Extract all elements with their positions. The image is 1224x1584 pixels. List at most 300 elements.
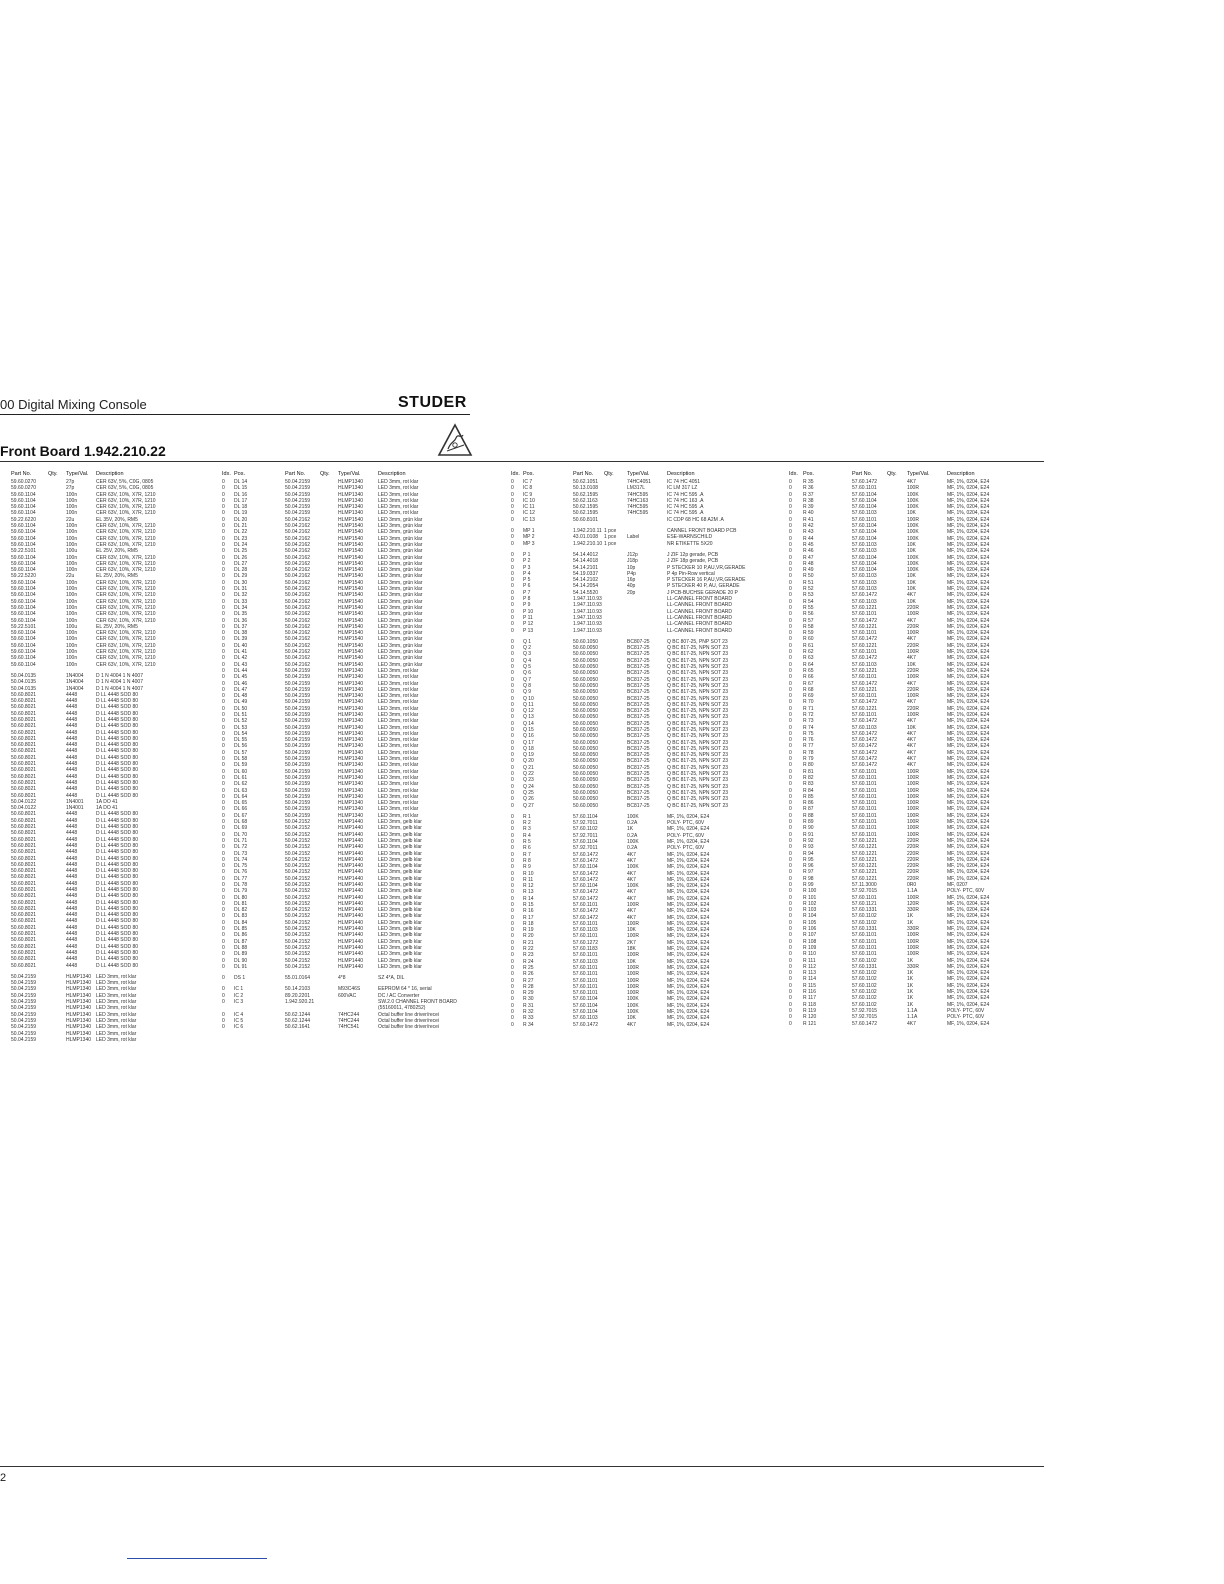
cell-idx: 0 — [222, 800, 225, 807]
cell-pos: DL 28 — [234, 567, 248, 574]
cell-pos: R 5 — [523, 839, 531, 846]
cell-description: D LL 4448 SOD 80 — [96, 817, 139, 824]
cell-type-val: HLMP1340 — [338, 693, 364, 700]
cell-pos: P 13 — [523, 627, 534, 634]
cell-part-no: 50.62.1595 — [573, 504, 599, 511]
cell-description: D LL 4448 SOD 80 — [96, 868, 139, 875]
cell-idx: 0 — [222, 812, 225, 819]
cell-idx: 0 — [222, 951, 225, 958]
cell-part-no: 57.60.1101 — [573, 933, 598, 940]
cell-description: D LL 4448 SOD 80 — [96, 779, 139, 786]
cell-part-no: 50.04.0122 — [11, 798, 37, 805]
cell-description: LED 3mm, grün klar — [378, 560, 423, 567]
cell-description: MF, 1%, 0204, E24 — [947, 636, 990, 643]
cell-pos: DL 54 — [234, 730, 248, 737]
cell-part-no: 59.60.1104 — [11, 491, 36, 498]
cell-part-no: 57.60.1101 — [852, 485, 877, 492]
cell-description: LED 3mm, rot klar — [378, 667, 419, 674]
cell-idx: 0 — [789, 756, 792, 763]
cell-type-val: BC817-25 — [627, 657, 650, 664]
cell-part-no: 57.92.7011 — [573, 832, 598, 839]
cell-description: J ZIF 18p gerade, PCB — [667, 558, 719, 565]
cell-part-no: 50.04.2162 — [285, 611, 311, 618]
cell-idx: 0 — [789, 718, 792, 725]
cell-idx: 0 — [222, 900, 225, 907]
cell-pos: DL 42 — [234, 655, 248, 662]
cell-pos: Q 21 — [523, 764, 534, 771]
cell-part-no: 50.04.2159 — [11, 1036, 37, 1043]
cell-idx: 0 — [789, 938, 792, 945]
cell-description: P STECKER 16 P,AU,VR,GERADE — [667, 577, 746, 584]
cell-description: Q BC 817-25, NPN SOT 23 — [667, 771, 729, 778]
cell-type-val: 1N4001 — [66, 805, 84, 812]
cell-part-no: 50.60.1050 — [573, 638, 599, 645]
cell-idx: 0 — [511, 745, 514, 752]
cell-description: LED 3mm, gelb klar — [378, 913, 422, 920]
cell-description: D LL 4448 SOD 80 — [96, 729, 139, 736]
cell-type-val: 1K — [907, 976, 914, 983]
cell-type-val: 330R — [907, 963, 919, 970]
cell-idx: 0 — [789, 535, 792, 542]
cell-part-no: 50.60.8021 — [11, 773, 37, 780]
cell-type-val: 220R — [907, 863, 919, 870]
cell-idx: 0 — [789, 932, 792, 939]
cell-pos: R 47 — [803, 554, 814, 561]
cell-part-no: 50.04.2162 — [285, 529, 311, 536]
cell-idx: 0 — [222, 1024, 225, 1031]
cell-idx: 0 — [789, 510, 792, 517]
cell-idx: 0 — [789, 781, 792, 788]
cell-pos: R 37 — [803, 491, 814, 498]
cell-idx: 0 — [511, 764, 514, 771]
cell-type-val: 4448 — [66, 962, 78, 969]
cell-part-no: 50.13.0108 — [573, 485, 599, 492]
cell-idx: 0 — [511, 964, 514, 971]
cell-part-no: 57.60.1101 — [852, 774, 877, 781]
cell-part-no: 50.04.0135 — [11, 685, 37, 692]
cell-idx: 0 — [789, 831, 792, 838]
cell-idx: 0 — [789, 667, 792, 674]
cell-description: MF, 1%, 0204, E24 — [947, 869, 990, 876]
cell-pos: DL 34 — [234, 604, 248, 611]
cell-description: LL-CANNEL FRONT BOARD — [667, 602, 733, 609]
cell-idx: 0 — [789, 529, 792, 536]
cell-pos: DL 76 — [234, 869, 248, 876]
cell-pos: R 76 — [803, 737, 814, 744]
cell-pos: P 2 — [523, 558, 531, 565]
cell-idx: 0 — [511, 558, 514, 565]
cell-pos: R 34 — [523, 1021, 534, 1028]
cell-pos: IC 8 — [523, 485, 533, 492]
cell-description: LED 3mm, gelb klar — [378, 882, 422, 888]
cell-type-val: HLMP1340 — [338, 806, 364, 813]
cell-pos: R 71 — [803, 705, 814, 712]
cell-pos: DL 30 — [234, 579, 248, 586]
cell-pos: DL 29 — [234, 573, 248, 580]
cell-idx: 0 — [222, 957, 225, 964]
cell-idx: 0 — [222, 686, 225, 693]
cell-type-val: HLMP1340 — [338, 749, 364, 756]
cell-idx: 0 — [789, 995, 792, 1002]
cell-type-val: 4448 — [66, 855, 78, 862]
cell-pos: P 5 — [523, 577, 531, 584]
cell-description: MF, 1%, 0204, E24 — [947, 693, 990, 700]
cell-pos: DL 51 — [234, 711, 248, 718]
cell-type-val: 220R — [907, 856, 919, 863]
cell-type-val: 4448 — [66, 887, 78, 893]
cell-description: CER 63V, 10%, X7R, 1210 — [96, 510, 156, 517]
cell-description: LED 3mm, gelb klar — [378, 932, 422, 939]
cell-description: P 4p Pin-Row vertical — [667, 570, 715, 577]
cell-pos: DL 86 — [234, 932, 248, 939]
cell-part-no: 57.60.1104 — [852, 567, 877, 574]
cell-pos: DL 37 — [234, 623, 248, 630]
cell-pos: Q 7 — [523, 676, 532, 683]
cell-pos: DL 91 — [234, 963, 248, 970]
cell-description: MF, 1%, 0204, E24 — [667, 895, 710, 902]
cell-part-no: 50.04.2159 — [285, 762, 311, 769]
cell-idx: 0 — [789, 888, 792, 895]
cell-pos: DL 40 — [234, 642, 248, 649]
cell-type-val: 10K — [907, 573, 916, 580]
cell-description: MF, 1%, 0204, E24 — [667, 983, 710, 990]
cell-description: CER 63V, 10%, X7R, 1210 — [96, 491, 156, 498]
cell-part-no: 54.14.5520 — [573, 589, 599, 596]
cell-pos: Q 25 — [523, 789, 534, 796]
cell-part-no: 57.11.3000 — [852, 882, 877, 888]
cell-part-no: 57.60.1221 — [852, 850, 878, 857]
cell-part-no: 50.04.2159 — [285, 756, 311, 763]
cell-idx: 0 — [511, 485, 514, 492]
cell-part-no: 50.04.2152 — [285, 831, 311, 838]
cell-type-val: 100n — [66, 523, 78, 530]
cell-pos: IC 9 — [523, 491, 533, 498]
cell-pos: DL 66 — [234, 806, 248, 813]
cell-idx: 0 — [222, 944, 225, 951]
cell-type-val: 4K7 — [627, 876, 636, 883]
cell-type-val: HLMP1540 — [338, 598, 364, 605]
cell-pos: DL 50 — [234, 705, 248, 712]
cell-idx: 0 — [222, 674, 225, 681]
cell-type-val: BC817-25 — [627, 689, 650, 696]
cell-part-no: 50.04.2162 — [285, 598, 311, 605]
cell-part-no: 50.04.2159 — [285, 674, 311, 681]
cell-description: CER 63V, 5%, C0G, 0805 — [96, 479, 154, 485]
cell-idx: 0 — [222, 1017, 225, 1024]
cell-type-val: HLMP1340 — [338, 686, 364, 693]
cell-idx: 0 — [222, 869, 225, 876]
cell-type-val: 220R — [907, 869, 919, 876]
cell-type-val: 10K — [907, 661, 916, 668]
cell-description: LED 3mm, rot klar — [378, 768, 419, 775]
cell-part-no: 50.04.2162 — [285, 573, 311, 580]
cell-type-val: 4448 — [66, 748, 78, 755]
cell-part-no: 50.04.2152 — [285, 957, 311, 964]
cell-idx: 0 — [511, 920, 514, 927]
cell-type-val: 10p — [627, 564, 636, 571]
cell-type-val: 100K — [627, 839, 639, 846]
table-header — [4, 470, 209, 479]
cell-part-no: 50.04.2159 — [11, 1011, 37, 1018]
cell-description: MF, 1%, 0204, E24 — [947, 863, 990, 870]
cell-type-val: 4K7 — [907, 1020, 916, 1027]
cell-description: MF, 1%, 0204, E24 — [947, 630, 990, 637]
cell-description: MF, 1%, 0204, E24 — [947, 907, 990, 914]
cell-part-no: 57.60.1472 — [852, 756, 878, 763]
cell-pos: Q 23 — [523, 777, 534, 784]
cell-type-val: HLMP1340 — [338, 781, 364, 788]
column-header-qty: Qty. — [48, 471, 58, 477]
cell-part-no: 57.60.1104 — [573, 1009, 598, 1016]
cell-idx: 0 — [222, 768, 225, 775]
cell-type-val: 220R — [907, 837, 919, 844]
cell-part-no: 50.60.0050 — [573, 645, 599, 652]
cell-description: ESE-WARNSCHILD — [667, 534, 713, 541]
cell-type-val: 27p — [66, 485, 75, 492]
cell-part-no: 57.60.1221 — [852, 844, 878, 851]
cell-type-val: HLMP1440 — [338, 894, 364, 901]
cell-description: MF, 1%, 0204, E24 — [947, 699, 990, 706]
cell-description: CER 63V, 10%, X7R, 1210 — [96, 523, 156, 530]
cell-type-val: 4448 — [66, 868, 78, 875]
cell-type-val: 4448 — [66, 912, 78, 919]
cell-description: D LL 4448 SOD 80 — [96, 704, 139, 711]
cell-pos: DL 43 — [234, 661, 248, 668]
cell-idx: 0 — [511, 627, 514, 634]
cell-pos: R 94 — [803, 850, 814, 857]
cell-description: LED 3mm, rot klar — [378, 806, 419, 813]
cell-pos: R 117 — [803, 995, 816, 1002]
cell-description: CANNEL FRONT BOARD PCB — [667, 528, 737, 535]
cell-pos: IC 1 — [234, 986, 244, 993]
cell-idx: 0 — [789, 655, 792, 662]
cell-type-val: HLMP1340 — [66, 1005, 92, 1012]
cell-part-no: 57.60.1104 — [573, 1002, 598, 1009]
cell-pos: DL 56 — [234, 743, 248, 750]
cell-part-no: 50.60.8021 — [11, 849, 37, 856]
cell-description: MF, 1%, 0204, E24 — [947, 573, 990, 580]
cell-type-val: HLMP1540 — [338, 642, 364, 649]
cell-description: MF, 1%, 0204, E24 — [947, 894, 990, 901]
cell-pos: R 61 — [803, 642, 814, 649]
cell-description: D LL 4448 SOD 80 — [96, 899, 139, 906]
cell-part-no: 50.60.8021 — [11, 792, 37, 799]
cell-part-no: 50.60.8021 — [11, 868, 37, 875]
cell-idx: 0 — [789, 491, 792, 498]
cell-part-no: 57.60.1472 — [573, 857, 599, 864]
cell-type-val: BC817-25 — [627, 708, 650, 715]
cell-pos: R 53 — [803, 592, 814, 599]
cell-pos: Q 1 — [523, 638, 532, 645]
cell-pos: R 3 — [523, 826, 531, 833]
cell-description: CER 63V, 10%, X7R, 1210 — [96, 630, 156, 637]
cell-description: MF, 1%, 0204, E24 — [667, 826, 710, 833]
cell-idx: 0 — [222, 932, 225, 939]
cell-pos: DL 85 — [234, 926, 248, 933]
cell-idx: 0 — [511, 564, 514, 571]
cell-description: SW.2.0 CHANNEL FRONT BOARD — [378, 999, 457, 1006]
cell-pos: R 58 — [803, 623, 814, 630]
cell-part-no: 57.60.1101 — [852, 812, 877, 819]
cell-pos: DL 55 — [234, 737, 248, 744]
cell-part-no: 50.60.8021 — [11, 956, 37, 963]
cell-pos: DL 53 — [234, 724, 248, 731]
cell-part-no: 59.60.1104 — [11, 649, 36, 656]
cell-pos: R 69 — [803, 693, 814, 700]
cell-description: LED 3mm, rot klar — [378, 730, 419, 737]
cell-idx: 0 — [511, 551, 514, 558]
cell-type-val: 10K — [907, 586, 916, 593]
cell-description: MF, 1%, 0204, E24 — [947, 932, 990, 939]
cell-description: MF, 1%, 0204, E24 — [947, 774, 990, 781]
cell-type-val: 4448 — [66, 899, 78, 906]
cell-description: MF, 1%, 0204, E24 — [947, 944, 990, 951]
cell-description: MF, 1%, 0204, E24 — [947, 479, 990, 485]
cell-type-val: HLMP1440 — [338, 938, 364, 945]
cell-idx: 0 — [789, 604, 792, 611]
cell-part-no: 57.60.1104 — [852, 504, 877, 511]
cell-type-val: 100u — [66, 548, 78, 555]
cell-type-val: BC817-25 — [627, 796, 650, 803]
header-rule — [0, 414, 470, 415]
cell-type-val: 100R — [907, 819, 919, 826]
cell-idx: 0 — [511, 621, 514, 628]
cell-part-no: 57.60.1331 — [852, 907, 878, 914]
cell-part-no: 57.60.1101 — [852, 611, 877, 618]
cell-part-no: 50.04.2152 — [285, 951, 311, 958]
cell-description: EEPROM 64 * 16, serial — [378, 986, 432, 993]
cell-description: D LL 4448 SOD 80 — [96, 956, 139, 963]
cell-description: Q BC 817-25, NPN SOT 23 — [667, 664, 729, 671]
cell-type-val: 4448 — [66, 861, 78, 868]
cell-pos: R 51 — [803, 579, 814, 586]
cell-idx: 0 — [511, 952, 514, 959]
cell-pos: R 105 — [803, 919, 817, 926]
cell-part-no: 57.60.1101 — [852, 944, 877, 951]
cell-part-no: 50.60.8021 — [11, 855, 37, 862]
cell-part-no: 59.60.1104 — [11, 642, 36, 649]
cell-part-no: 50.60.0050 — [573, 714, 599, 721]
cell-type-val: 40p — [627, 583, 636, 590]
cell-description: LED 3mm, rot klar — [96, 973, 137, 980]
cell-idx: 0 — [511, 839, 514, 846]
cell-part-no: 57.60.1472 — [852, 655, 878, 662]
cell-idx: 0 — [511, 1009, 514, 1016]
cell-pos: DL 32 — [234, 592, 248, 599]
cell-part-no: 50.60.8021 — [11, 811, 37, 818]
cell-idx: 0 — [511, 851, 514, 858]
cell-idx: 0 — [789, 636, 792, 643]
cell-type-val: HLMP1440 — [338, 907, 364, 914]
cell-pos: Q 8 — [523, 682, 532, 689]
cell-part-no: 50.60.0050 — [573, 701, 599, 708]
cell-type-val: HLMP1340 — [338, 711, 364, 718]
cell-description: Q BC 817-25, NPN SOT 23 — [667, 670, 729, 677]
cell-part-no: 59.60.1104 — [11, 661, 36, 668]
cell-type-val: 4448 — [66, 824, 78, 831]
cell-type-val: BC817-25 — [627, 758, 650, 765]
cell-type-val: 100n — [66, 611, 78, 618]
cell-type-val: 4K7 — [907, 680, 916, 687]
cell-idx: 0 — [222, 623, 225, 630]
cell-type-val: 4K7 — [907, 730, 916, 737]
cell-idx: 0 — [222, 604, 225, 611]
cell-idx: 0 — [511, 479, 514, 485]
cell-part-no: 59.60.0270 — [11, 485, 37, 492]
cell-type-val: 4K7 — [907, 756, 916, 763]
cell-part-no: 57.60.1102 — [852, 913, 877, 920]
cell-pos: Q 18 — [523, 745, 534, 752]
cell-qty: 1 pce — [604, 534, 617, 541]
cell-description: Q BC 817-25, NPN SOT 23 — [667, 708, 729, 715]
cell-description: LED 3mm, gelb klar — [378, 951, 422, 958]
cell-idx: 0 — [222, 586, 225, 593]
cell-idx: 0 — [511, 596, 514, 603]
cell-pos: R 113 — [803, 970, 816, 977]
cell-pos: R 33 — [523, 1015, 534, 1022]
cell-idx: 0 — [222, 630, 225, 637]
cell-type-val: 74HC163 — [627, 497, 649, 504]
cell-pos: IC 13 — [523, 516, 535, 523]
cell-part-no: 50.04.2152 — [285, 926, 311, 933]
cell-part-no: 57.60.1101 — [852, 932, 877, 939]
cell-description: Q BC 817-25, NPN SOT 23 — [667, 689, 729, 696]
cell-type-val: 100R — [907, 516, 919, 523]
cell-part-no: 57.60.1472 — [852, 699, 878, 706]
cell-type-val: 4K7 — [627, 1021, 636, 1028]
cell-type-val: BC817-25 — [627, 645, 650, 652]
cell-idx: 0 — [222, 567, 225, 574]
cell-description: LED 3mm, rot klar — [378, 699, 419, 706]
cell-idx: 0 — [511, 826, 514, 833]
cell-idx: 0 — [511, 682, 514, 689]
cell-idx: 0 — [789, 674, 792, 681]
cell-part-no: 50.14.2103 — [285, 986, 311, 993]
cell-description: MF, 1%, 0204, E24 — [947, 516, 990, 523]
cell-part-no: 50.04.2159 — [285, 806, 311, 813]
cell-idx: 0 — [789, 787, 792, 794]
cell-type-val: 100n — [66, 535, 78, 542]
parts-table-2 — [222, 470, 490, 1031]
cell-idx: 0 — [789, 970, 792, 977]
cell-description: LED 3mm, rot klar — [378, 485, 419, 492]
cell-description: LED 3mm, gelb klar — [378, 888, 422, 895]
cell-type-val: 1N4004 — [66, 679, 84, 686]
cell-type-val: HLMP1340 — [338, 705, 364, 712]
cell-type-val: 100K — [627, 1009, 639, 1016]
cell-part-no: 57.60.1221 — [852, 863, 878, 870]
cell-description: LED 3mm, grün klar — [378, 516, 423, 523]
cell-type-val: HLMP1340 — [338, 737, 364, 744]
cell-type-val: 1K — [907, 913, 914, 920]
cell-description: MF, 1%, 0204, E24 — [947, 900, 990, 907]
cell-idx: 0 — [222, 573, 225, 580]
cell-description: MF, 1%, 0204, E24 — [947, 781, 990, 788]
cell-type-val: HLMP1340 — [338, 510, 364, 517]
cell-pos: R 101 — [803, 894, 817, 901]
cell-part-no: 50.04.2162 — [285, 541, 311, 548]
cell-idx: 0 — [511, 497, 514, 504]
cell-pos: R 111 — [803, 957, 816, 964]
cell-type-val: HLMP1540 — [338, 623, 364, 630]
cell-description: POLY- PTC, 60V — [947, 888, 985, 895]
cell-part-no: 1.947.110.93 — [573, 596, 602, 603]
cell-type-val: 22u — [66, 516, 75, 523]
cell-description: MF, 1%, 0204, E24 — [947, 1001, 990, 1008]
cell-description: LED 3mm, gelb klar — [378, 875, 422, 882]
cell-type-val: 100K — [907, 491, 919, 498]
cell-part-no: 57.60.1104 — [852, 523, 877, 530]
